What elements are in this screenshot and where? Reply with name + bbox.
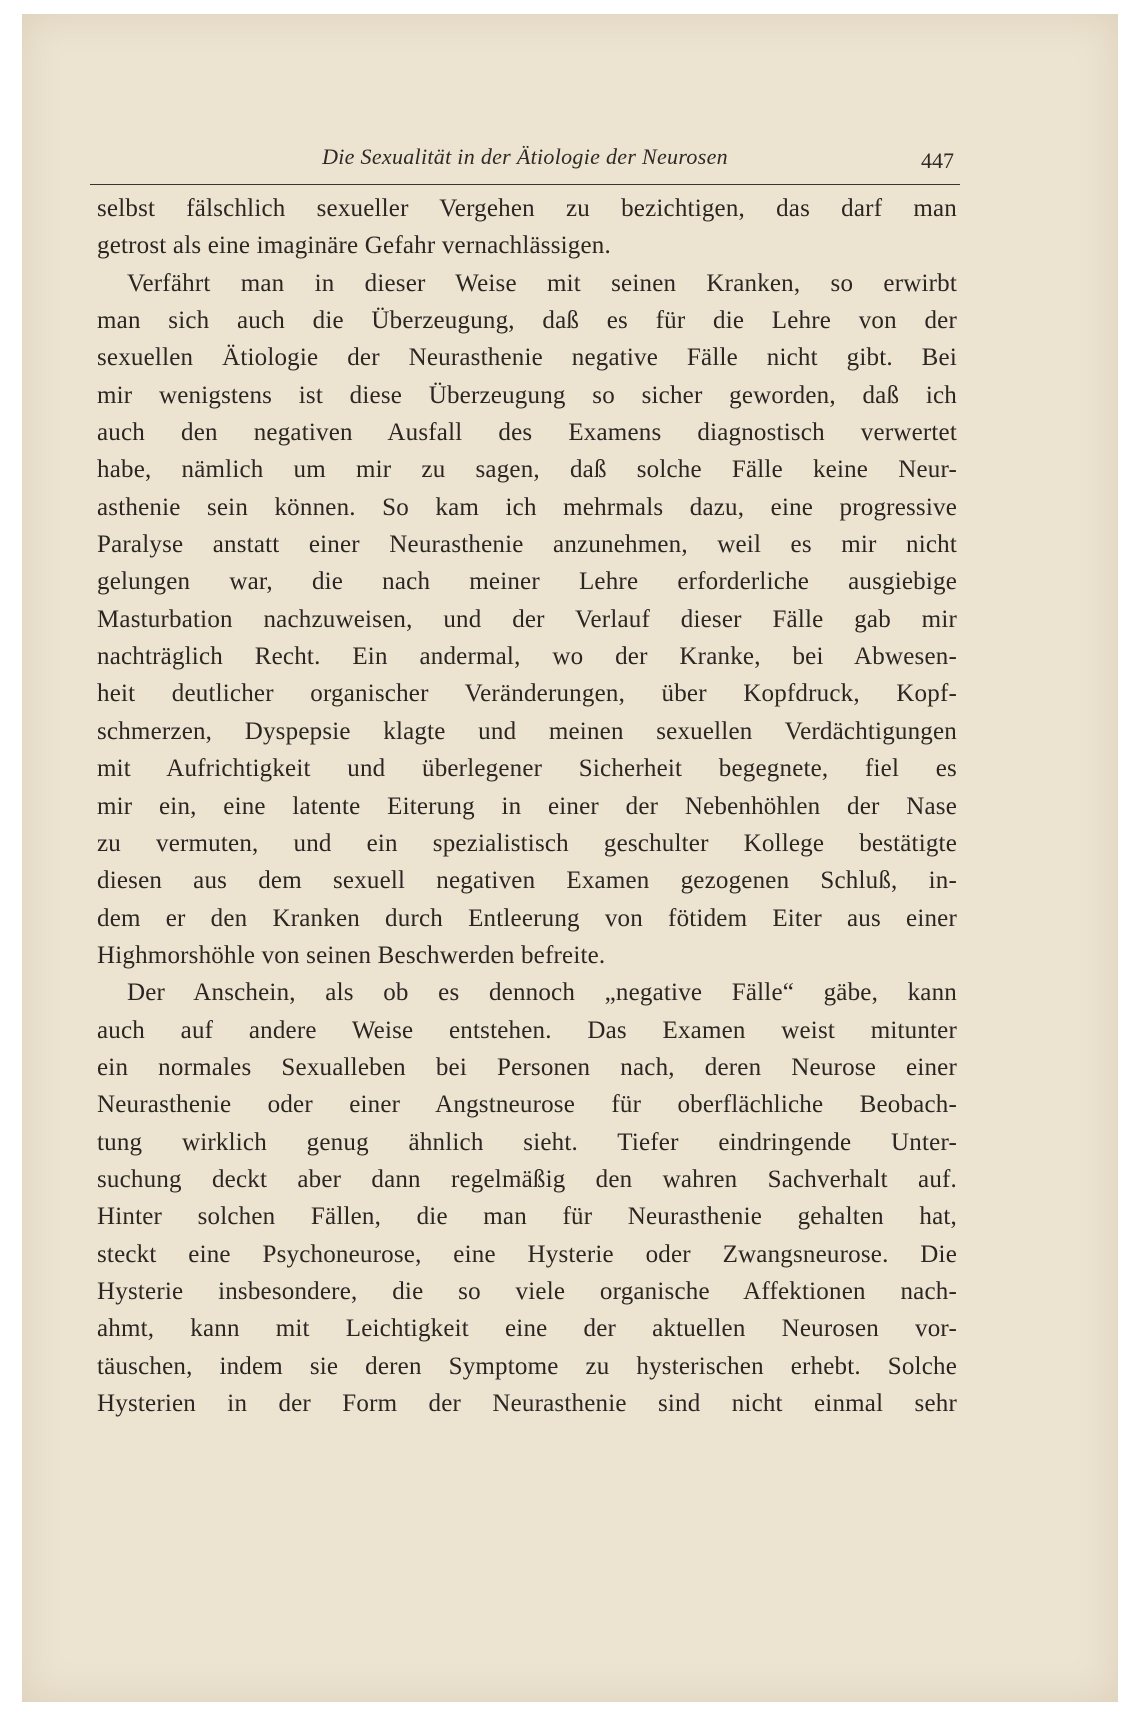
text-line: getrost als eine imaginäre Gefahr vernachlässigen. (97, 232, 611, 260)
running-title: Die Sexualität in der Ätiologie der Neurosen (322, 144, 728, 169)
text-line: auch den negativen Ausfall des Examens diagnostisch verwertet (97, 419, 957, 447)
page-number: 447 (921, 148, 954, 173)
text-line: diesen aus dem sexuell negativen Examen gezogenen Schluß, in- (97, 867, 957, 895)
text-line: Hysterien in der Form der Neurasthenie sind nicht einmal sehr (97, 1390, 957, 1417)
text-line: täuschen, indem sie deren Symptome zu hysterischen erhebt. Solche (97, 1352, 957, 1380)
text-line: man sich auch die Überzeugung, daß es für die Lehre von der (97, 307, 957, 335)
text-line: Hysterie insbesondere, die so viele organische Affektionen nach- (97, 1277, 957, 1305)
text-line: Paralyse anstatt einer Neurasthenie anzunehmen, weil es mir nicht (97, 531, 957, 559)
text-line: mir wenigstens ist diese Überzeugung so sicher geworden, daß ich (97, 381, 957, 409)
text-line: heit deutlicher organischer Veränderungen, über Kopfdruck, Kopf- (97, 680, 957, 708)
text-line: schmerzen, Dyspepsie klagte und meinen sexuellen Verdächtigungen (97, 717, 957, 745)
text-line: Der Anschein, als ob es dennoch „negative Fälle“ gäbe, kann (127, 979, 957, 1007)
text-line: mir ein, eine latente Eiterung in einer der Nebenhöhlen der Nase (97, 792, 957, 820)
text-line: nachträglich Recht. Ein andermal, wo der Kranke, bei Abwesen- (97, 643, 957, 671)
text-line: ein normales Sexualleben bei Personen nach, deren Neurose einer (97, 1053, 957, 1081)
text-line: Neurasthenie oder einer Angstneurose für oberflächliche Beobach- (97, 1091, 957, 1119)
text-line: sexuellen Ätiologie der Neurasthenie negative Fälle nicht gibt. Bei (97, 344, 957, 372)
text-line: Highmorshöhle von seinen Beschwerden befreite. (97, 941, 606, 969)
text-line: auch auf andere Weise entstehen. Das Examen weist mitunter (97, 1016, 957, 1044)
book-page (22, 14, 1118, 1702)
page-header (90, 142, 960, 185)
text-line: ahmt, kann mit Leichtigkeit eine der aktuellen Neurosen vor- (97, 1315, 957, 1343)
text-line: Masturbation nachzuweisen, und der Verlauf dieser Fälle gab mir (97, 605, 957, 633)
text-line: mit Aufrichtigkeit und überlegener Sicherheit begegnete, fiel es (97, 755, 957, 783)
text-line: gelungen war, die nach meiner Lehre erforderliche ausgiebige (97, 568, 957, 596)
text-line: selbst fälschlich sexueller Vergehen zu bezichtigen, das darf man (97, 195, 957, 222)
text-line: Hinter solchen Fällen, die man für Neurasthenie gehalten hat, (97, 1203, 957, 1231)
text-line: zu vermuten, und ein spezialistisch geschulter Kollege bestätigte (97, 829, 957, 857)
text-line: asthenie sein können. So kam ich mehrmals dazu, eine progressive (97, 493, 957, 521)
text-line: suchung deckt aber dann regelmäßig den wahren Sachverhalt auf. (97, 1165, 957, 1193)
text-line: dem er den Kranken durch Entleerung von fötidem Eiter aus einer (97, 904, 957, 932)
text-line: tung wirklich genug ähnlich sieht. Tiefer eindringende Unter- (97, 1128, 957, 1156)
text-line: steckt eine Psychoneurose, eine Hysterie oder Zwangsneurose. Die (97, 1240, 957, 1268)
text-line: Verfährt man in dieser Weise mit seinen Kranken, so erwirbt (127, 269, 957, 297)
body-text (97, 190, 957, 1422)
text-line: habe, nämlich um mir zu sagen, daß solche Fälle keine Neur- (97, 456, 957, 484)
